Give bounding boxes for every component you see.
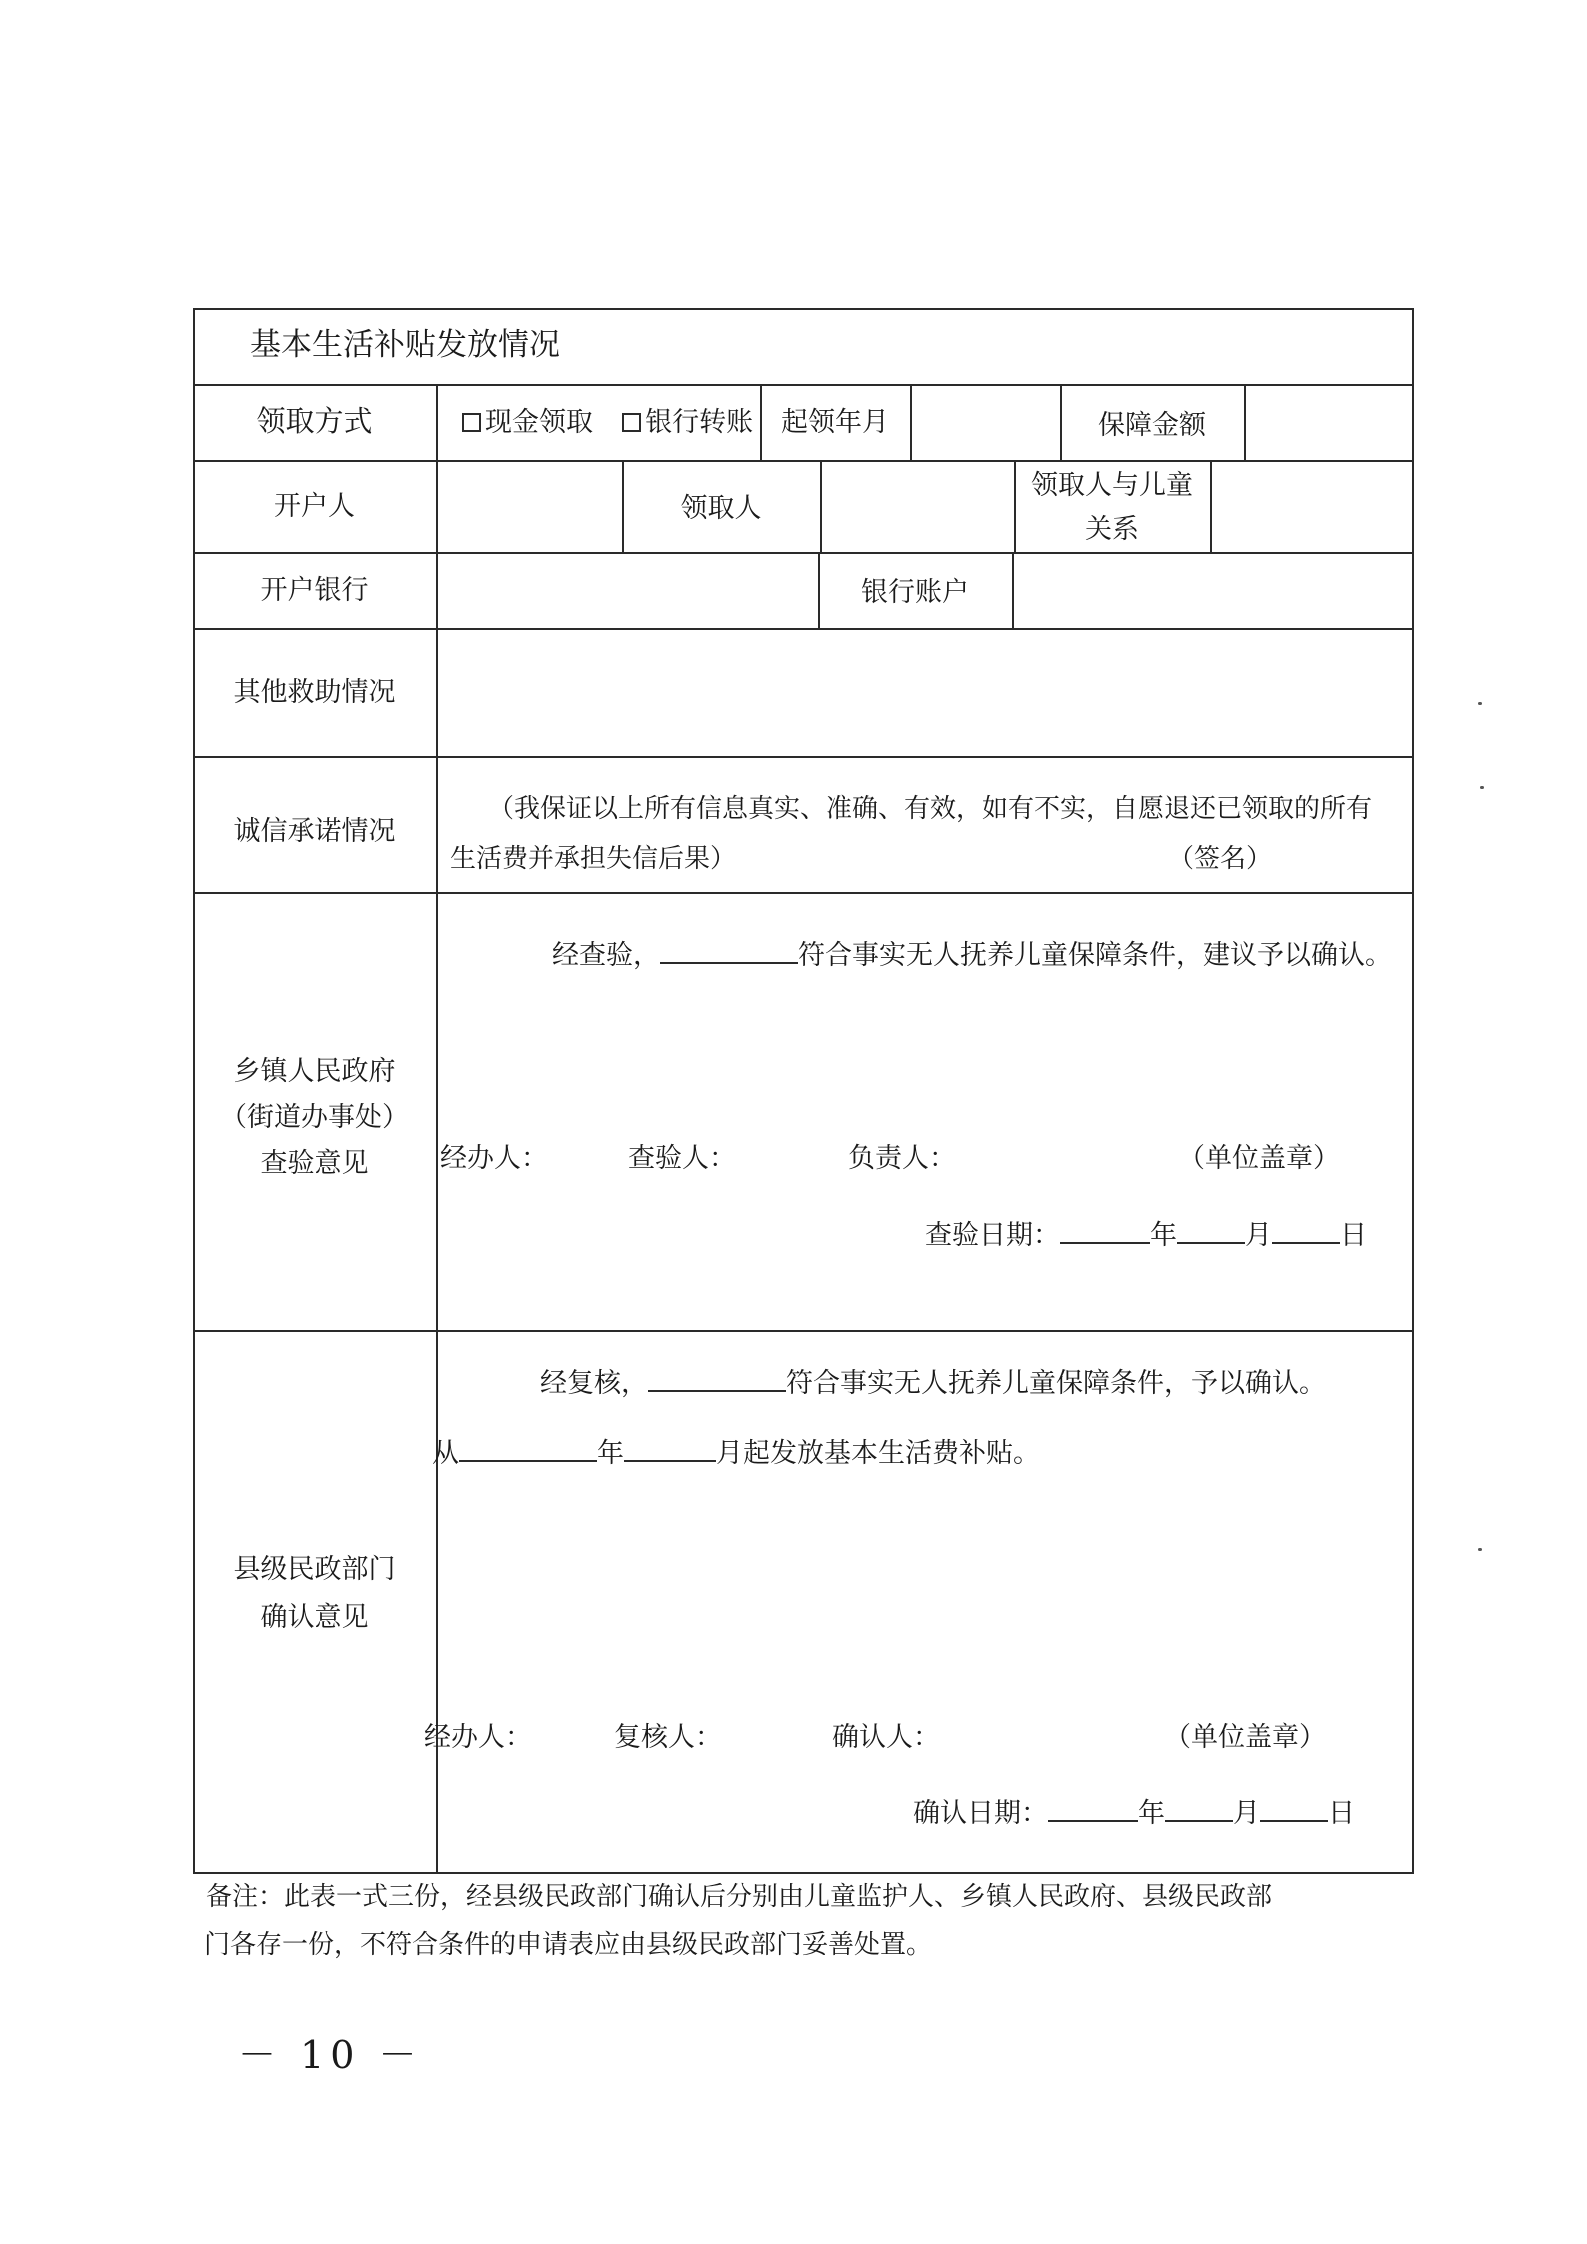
integrity-promise-line2: 生活费并承担失信后果） [450, 844, 737, 874]
town-text-pre: 经查验， [552, 940, 660, 971]
town-verification-text [552, 938, 1392, 969]
label-integrity: 诚信承诺情况 [233, 816, 396, 847]
label-town-line2: （街道办事处） [220, 1102, 409, 1133]
county-review-text [540, 1366, 1326, 1397]
option-bank-label: 银行转账 [645, 407, 754, 438]
label-bank-account: 银行账户 [861, 577, 969, 608]
county-year-label: 年 [1138, 1798, 1165, 1829]
cell-divider [820, 460, 822, 552]
label-county-line1: 县级民政部门 [233, 1554, 396, 1585]
bank-checkbox[interactable] [622, 413, 641, 432]
county-month-blank[interactable] [1165, 1796, 1233, 1822]
county-reviewer-label: 复核人： [614, 1722, 722, 1753]
receive-method-options [462, 409, 753, 436]
row-divider [193, 756, 1414, 758]
town-year-label: 年 [1150, 1220, 1177, 1251]
town-month-blank[interactable] [1177, 1218, 1245, 1244]
table-border-left [193, 308, 195, 1874]
town-seal-label: （单位盖章） [1178, 1143, 1340, 1174]
cash-checkbox[interactable] [462, 413, 481, 432]
scan-speck [1478, 1548, 1482, 1551]
county-year-start-label: 年 [597, 1438, 624, 1469]
row-divider [193, 892, 1414, 894]
row-divider [193, 628, 1414, 630]
town-month-label: 月 [1245, 1220, 1272, 1251]
county-day-label: 日 [1328, 1798, 1355, 1829]
integrity-promise-line1: （我保证以上所有信息真实、准确、有效，如有不实，自愿退还已领取的所有 [488, 794, 1373, 824]
signature-label: （签名） [1168, 844, 1273, 874]
town-year-blank[interactable] [1060, 1218, 1150, 1244]
label-relation-line1: 领取人与儿童 [1031, 470, 1193, 501]
county-year-start-blank[interactable] [459, 1436, 597, 1462]
label-bank: 开户银行 [260, 575, 369, 606]
label-receive-method: 领取方式 [256, 404, 373, 438]
label-start-month: 起领年月 [781, 407, 889, 438]
note-line2: 门各存一份，不符合条件的申请表应由县级民政部门妥善处置。 [204, 1930, 933, 1960]
county-text-post: 符合事实无人抚养儿童保障条件，予以确认。 [786, 1368, 1326, 1399]
county-handler-label: 经办人： [424, 1722, 532, 1753]
town-handler-label: 经办人： [440, 1143, 548, 1174]
section-title: 基本生活补贴发放情况 [250, 327, 560, 363]
county-seal-label: （单位盖章） [1164, 1722, 1326, 1753]
town-day-blank[interactable] [1272, 1218, 1340, 1244]
label-guarantee-amount: 保障金额 [1098, 410, 1206, 441]
table-border-top [193, 308, 1414, 310]
page-number: － 10 － [238, 2033, 423, 2077]
label-relation-line2: 关系 [1085, 514, 1139, 545]
cell-divider [1210, 460, 1212, 552]
row-divider [193, 460, 1414, 462]
option-cash-label: 现金领取 [485, 407, 593, 438]
scan-speck [1478, 702, 1482, 705]
county-from-label: 从 [432, 1438, 459, 1469]
table-border-bottom [193, 1872, 1414, 1874]
county-day-blank[interactable] [1260, 1796, 1328, 1822]
label-town-line1: 乡镇人民政府 [233, 1056, 396, 1087]
county-month-start-blank[interactable] [624, 1436, 716, 1462]
town-inspector-label: 查验人： [628, 1143, 736, 1174]
county-year-blank[interactable] [1048, 1796, 1138, 1822]
label-other-assistance: 其他救助情况 [233, 677, 396, 708]
cell-divider [1244, 384, 1246, 460]
county-date-row [913, 1796, 1355, 1827]
town-date-label: 查验日期： [925, 1220, 1060, 1251]
county-month-start-label: 月起发放基本生活费补贴。 [716, 1438, 1040, 1469]
row-divider [193, 552, 1414, 554]
town-leader-label: 负责人： [848, 1143, 956, 1174]
scan-speck [1480, 786, 1484, 789]
town-text-post: 符合事实无人抚养儿童保障条件，建议予以确认。 [798, 940, 1392, 971]
town-name-blank[interactable] [660, 938, 798, 964]
row-divider [193, 1330, 1414, 1332]
town-day-label: 日 [1340, 1220, 1367, 1251]
row-divider [193, 384, 1414, 386]
label-receiver: 领取人 [680, 493, 762, 524]
county-start-text [432, 1436, 1040, 1467]
cell-divider [1012, 552, 1014, 628]
table-border-right [1412, 308, 1414, 1874]
county-date-label: 确认日期： [913, 1798, 1048, 1829]
town-date-row [925, 1218, 1367, 1249]
county-confirmer-label: 确认人： [832, 1722, 940, 1753]
county-month-label: 月 [1233, 1798, 1260, 1829]
label-column-divider [436, 384, 438, 1874]
label-town-line3: 查验意见 [260, 1148, 369, 1179]
label-county-line2: 确认意见 [260, 1602, 369, 1633]
cell-divider [910, 384, 912, 460]
county-name-blank[interactable] [648, 1366, 786, 1392]
label-account-holder: 开户人 [274, 491, 355, 522]
note-line1: 备注：此表一式三份，经县级民政部门确认后分别由儿童监护人、乡镇人民政府、县级民政部 [206, 1882, 1273, 1912]
county-text-pre: 经复核， [540, 1368, 648, 1399]
